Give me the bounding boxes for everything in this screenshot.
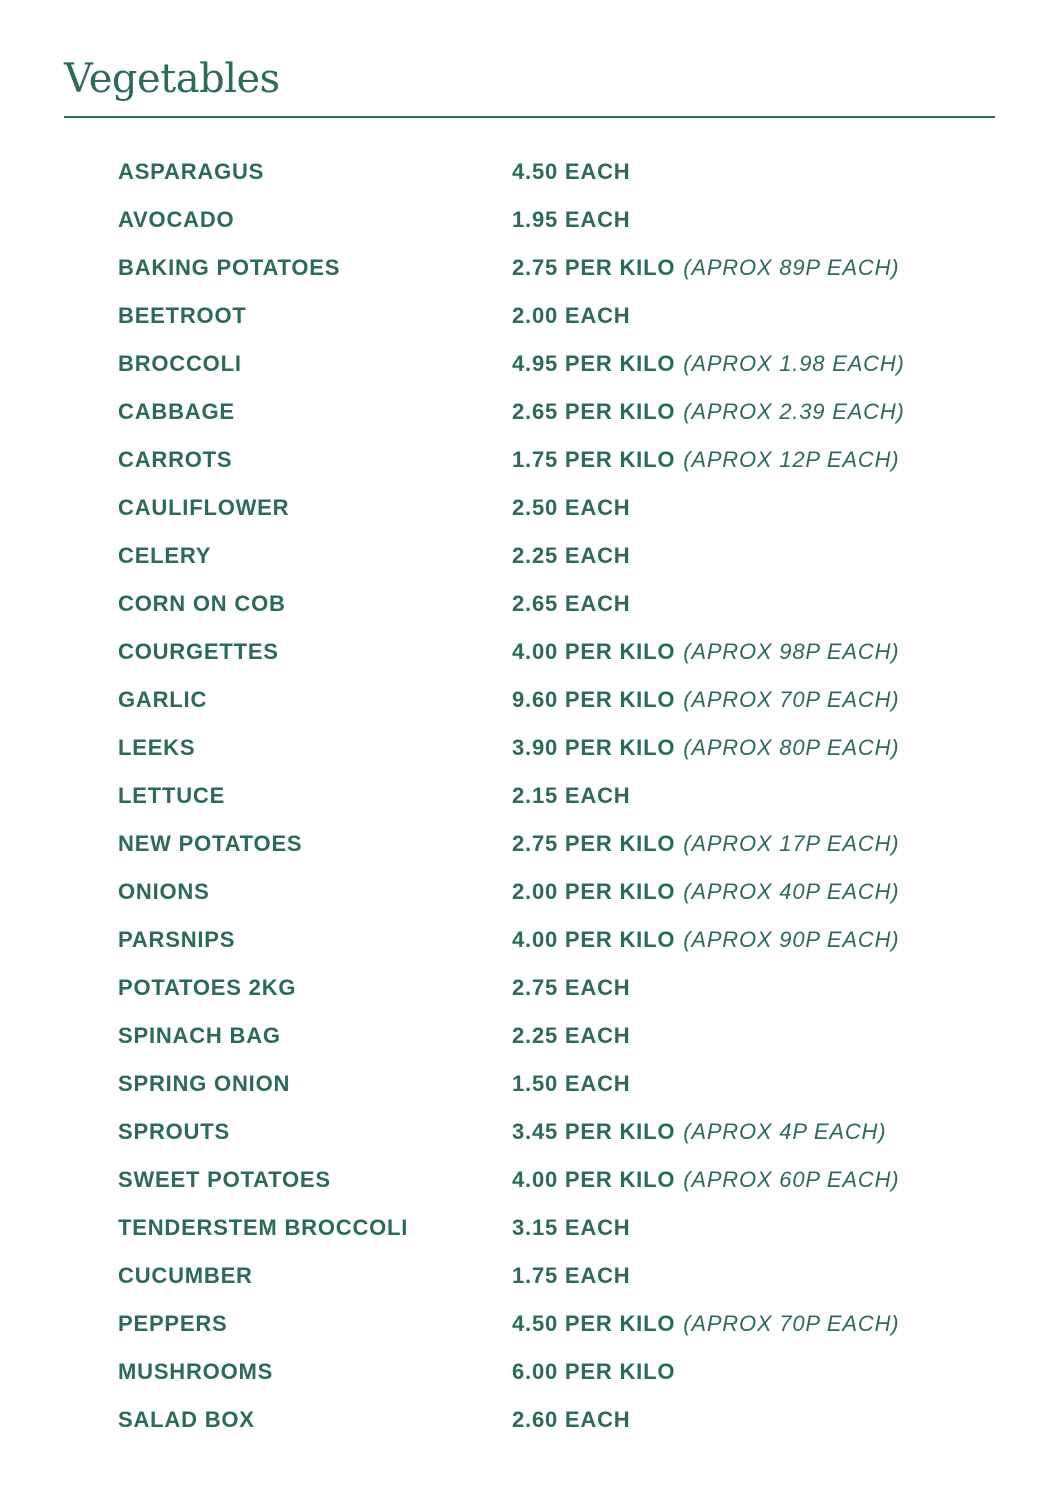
item-name: BAKING POTATOES: [118, 255, 341, 280]
item-price: 1.50 EACH: [512, 1071, 631, 1096]
item-price: 4.50 EACH: [512, 159, 631, 184]
item-name: SPROUTS: [118, 1119, 230, 1144]
price-row: [118, 676, 978, 724]
price-row: [118, 916, 978, 964]
item-name: SALAD BOX: [118, 1407, 255, 1432]
item-price: 2.25 EACH: [512, 543, 631, 568]
item-name: TENDERSTEM BROCCOLI: [118, 1215, 409, 1240]
price-row: [118, 1396, 978, 1444]
item-name: AVOCADO: [118, 207, 235, 232]
price-row: [118, 148, 978, 196]
item-name: CABBAGE: [118, 399, 235, 424]
item-price: 2.60 EACH: [512, 1407, 631, 1432]
item-price: 4.00 PER KILO: [512, 1167, 676, 1192]
item-price: 6.00 PER KILO: [512, 1359, 676, 1384]
item-approx-note: (APROX 1.98 EACH): [683, 351, 905, 376]
price-row: [118, 1348, 978, 1396]
price-row: [118, 196, 978, 244]
price-row: [118, 1204, 978, 1252]
item-name: CELERY: [118, 543, 212, 568]
price-row: [118, 532, 978, 580]
item-name: PEPPERS: [118, 1311, 228, 1336]
item-name: ONIONS: [118, 879, 210, 904]
item-name: BEETROOT: [118, 303, 247, 328]
item-price: 2.75 PER KILO: [512, 255, 676, 280]
item-name: POTATOES 2KG: [118, 975, 297, 1000]
price-row: [118, 436, 978, 484]
price-row: [118, 1060, 978, 1108]
price-row: [118, 340, 978, 388]
item-price: 2.65 EACH: [512, 591, 631, 616]
price-list: [118, 148, 978, 1444]
item-approx-note: (APROX 40P EACH): [683, 879, 900, 904]
price-row: [118, 964, 978, 1012]
item-price: 2.75 EACH: [512, 975, 631, 1000]
title-divider: [64, 116, 995, 118]
item-approx-note: (APROX 60P EACH): [683, 1167, 900, 1192]
item-price: 2.65 PER KILO: [512, 399, 676, 424]
item-price: 2.50 EACH: [512, 495, 631, 520]
item-price: 4.95 PER KILO: [512, 351, 676, 376]
item-name: GARLIC: [118, 687, 208, 712]
item-name: PARSNIPS: [118, 927, 236, 952]
item-price: 1.95 EACH: [512, 207, 631, 232]
price-row: [118, 820, 978, 868]
price-row: [118, 292, 978, 340]
item-price: 4.50 PER KILO: [512, 1311, 676, 1336]
item-price: 3.90 PER KILO: [512, 735, 676, 760]
item-name: CORN ON COB: [118, 591, 286, 616]
item-price: 2.00 PER KILO: [512, 879, 676, 904]
item-price: 4.00 PER KILO: [512, 927, 676, 952]
price-row: [118, 244, 978, 292]
item-name: NEW POTATOES: [118, 831, 303, 856]
item-price: 9.60 PER KILO: [512, 687, 676, 712]
item-name: SPINACH BAG: [118, 1023, 281, 1048]
price-row: [118, 1012, 978, 1060]
item-approx-note: (APROX 98P EACH): [683, 639, 900, 664]
item-approx-note: (APROX 4P EACH): [683, 1119, 887, 1144]
item-name: LEEKS: [118, 735, 196, 760]
item-price: 1.75 PER KILO: [512, 447, 676, 472]
item-price: 1.75 EACH: [512, 1263, 631, 1288]
item-name: LETTUCE: [118, 783, 226, 808]
item-approx-note: (APROX 70P EACH): [683, 1311, 900, 1336]
item-name: SWEET POTATOES: [118, 1167, 331, 1192]
item-price: 2.00 EACH: [512, 303, 631, 328]
item-approx-note: (APROX 80P EACH): [683, 735, 900, 760]
price-row: [118, 580, 978, 628]
price-row: [118, 868, 978, 916]
price-row: [118, 1252, 978, 1300]
item-name: CARROTS: [118, 447, 233, 472]
item-approx-note: (APROX 12P EACH): [683, 447, 900, 472]
item-price: 2.25 EACH: [512, 1023, 631, 1048]
item-approx-note: (APROX 70P EACH): [683, 687, 900, 712]
item-price: 4.00 PER KILO: [512, 639, 676, 664]
item-name: CUCUMBER: [118, 1263, 253, 1288]
price-row: [118, 484, 978, 532]
price-row: [118, 724, 978, 772]
item-approx-note: (APROX 90P EACH): [683, 927, 900, 952]
item-price: 2.15 EACH: [512, 783, 631, 808]
item-approx-note: (APROX 89P EACH): [683, 255, 900, 280]
price-row: [118, 388, 978, 436]
item-name: BROCCOLI: [118, 351, 242, 376]
price-row: [118, 1108, 978, 1156]
item-approx-note: (APROX 17P EACH): [683, 831, 900, 856]
item-price: 2.75 PER KILO: [512, 831, 676, 856]
price-row: [118, 1300, 978, 1348]
page-title: Vegetables: [64, 56, 280, 102]
item-price: 3.15 EACH: [512, 1215, 631, 1240]
item-price: 3.45 PER KILO: [512, 1119, 676, 1144]
item-approx-note: (APROX 2.39 EACH): [683, 399, 905, 424]
item-name: MUSHROOMS: [118, 1359, 274, 1384]
item-name: CAULIFLOWER: [118, 495, 290, 520]
item-name: COURGETTES: [118, 639, 279, 664]
price-row: [118, 1156, 978, 1204]
item-name: ASPARAGUS: [118, 159, 265, 184]
price-row: [118, 628, 978, 676]
item-name: SPRING ONION: [118, 1071, 291, 1096]
price-row: [118, 772, 978, 820]
